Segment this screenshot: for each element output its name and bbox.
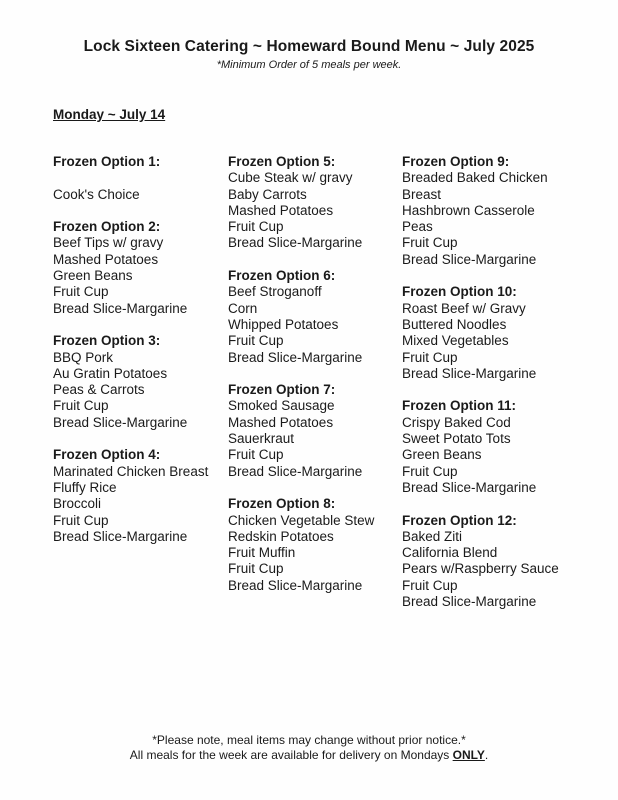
menu-option-9 [402,154,602,268]
option-item: Baby Carrots [228,186,307,202]
menu-option-2 [53,219,228,317]
option-item: Bread Slice-Margarine [402,251,537,267]
option-item: Roast Beef w/ Gravy [402,300,526,316]
menu-option-4 [53,447,228,545]
option-item: Mashed Potatoes [228,202,334,218]
option-item: Bread Slice-Margarine [228,349,363,365]
option-item: Breast [402,186,442,202]
option-title: Frozen Option 6: [228,268,336,284]
option-item: Fruit Cup [228,447,284,463]
option-item: California Blend [402,545,498,561]
menu-column-3 [402,154,602,627]
option-title: Frozen Option 9: [402,154,510,169]
option-item: Buttered Noodles [402,316,507,332]
menu-option-5 [228,154,402,252]
option-item: Green Beans [402,447,482,463]
option-item: Fruit Cup [402,235,458,251]
option-title: Frozen Option 10: [402,284,517,300]
option-item: Beef Stroganoff [228,284,322,300]
option-title: Frozen Option 2: [53,219,161,235]
option-item: Mashed Potatoes [53,251,159,267]
change-notice: *Please note, meal items may change without prior notice.* [152,733,466,747]
menu-option-12 [402,513,602,611]
option-item: Sweet Potato Tots [402,431,511,447]
minimum-order-note: *Minimum Order of 5 meals per week. [216,59,402,71]
option-item: Breaded Baked Chicken [402,170,548,186]
option-item: Cook's Choice [53,186,140,202]
option-item: Fruit Cup [402,463,458,479]
option-item: Bread Slice-Margarine [228,463,363,479]
option-item: Fruit Cup [53,512,109,528]
menu-column-2 [228,154,402,610]
option-item: Corn [228,300,258,316]
option-item: Fruit Muffin [228,545,296,561]
delivery-notice [0,748,618,762]
option-title: Frozen Option 12: [402,512,517,528]
option-item: Crispy Baked Cod [402,414,511,430]
option-item: Peas & Carrots [53,382,145,398]
option-item: BBQ Pork [53,349,114,365]
option-item: Peas [402,219,433,235]
option-item: Beef Tips w/ gravy [53,235,164,251]
menu-column-1 [53,154,228,561]
option-title: Frozen Option 11: [402,398,517,414]
option-item: Whipped Potatoes [228,316,339,332]
menu-option-10 [402,284,602,382]
option-item: Bread Slice-Margarine [228,235,363,251]
option-item: Bread Slice-Margarine [402,479,537,495]
option-item: Au Gratin Potatoes [53,365,168,381]
option-item: Fruit Cup [228,561,284,577]
option-item: Pears w/Raspberry Sauce [402,561,559,577]
option-item: Smoked Sausage [228,398,335,414]
option-item: Bread Slice-Margarine [53,300,188,316]
option-item: Fruit Cup [53,398,109,414]
delivery-notice-text: All meals for the week are available for delivery on Mondays [129,748,453,762]
option-item: Green Beans [53,268,133,284]
option-item: Bread Slice-Margarine [402,594,537,610]
option-item: Fruit Cup [402,349,458,365]
option-item: Bread Slice-Margarine [53,528,188,544]
option-item: Mixed Vegetables [402,333,509,349]
option-item: Fruit Cup [228,333,284,349]
page-title: Lock Sixteen Catering ~ Homeward Bound Menu ~ July 2025 [83,38,535,55]
option-item: Fluffy Rice [53,479,117,495]
option-item: Mashed Potatoes [228,414,334,430]
option-item: Fruit Cup [53,284,109,300]
option-title: Frozen Option 1: [53,154,161,169]
option-item: Bread Slice-Margarine [53,414,188,430]
menu-option-1 [53,154,228,203]
menu-option-11 [402,398,602,496]
option-item: Baked Ziti [402,528,463,544]
option-item: Hashbrown Casserole [402,202,535,218]
option-title: Frozen Option 7: [228,382,336,398]
option-item: Sauerkraut [228,431,295,447]
option-item: Bread Slice-Margarine [402,365,537,381]
option-item: Fruit Cup [228,219,284,235]
day-heading: Monday ~ July 14 [53,107,166,122]
option-title: Frozen Option 8: [228,496,336,512]
menu-option-8 [228,496,402,594]
delivery-notice-emphasis: ONLY [452,748,485,762]
option-item: Fruit Cup [402,577,458,593]
option-title: Frozen Option 4: [53,447,161,463]
menu-option-7 [228,382,402,480]
option-item: Broccoli [53,496,102,512]
option-item: Bread Slice-Margarine [228,577,363,593]
option-title: Frozen Option 5: [228,154,336,169]
option-item: Redskin Potatoes [228,528,334,544]
menu-option-3 [53,333,228,431]
option-title: Frozen Option 3: [53,333,161,349]
option-item: Cube Steak w/ gravy [228,170,353,186]
delivery-notice-period: . [484,748,489,762]
option-item: Chicken Vegetable Stew [228,512,375,528]
menu-option-6 [228,268,402,366]
option-item: Marinated Chicken Breast [53,463,209,479]
